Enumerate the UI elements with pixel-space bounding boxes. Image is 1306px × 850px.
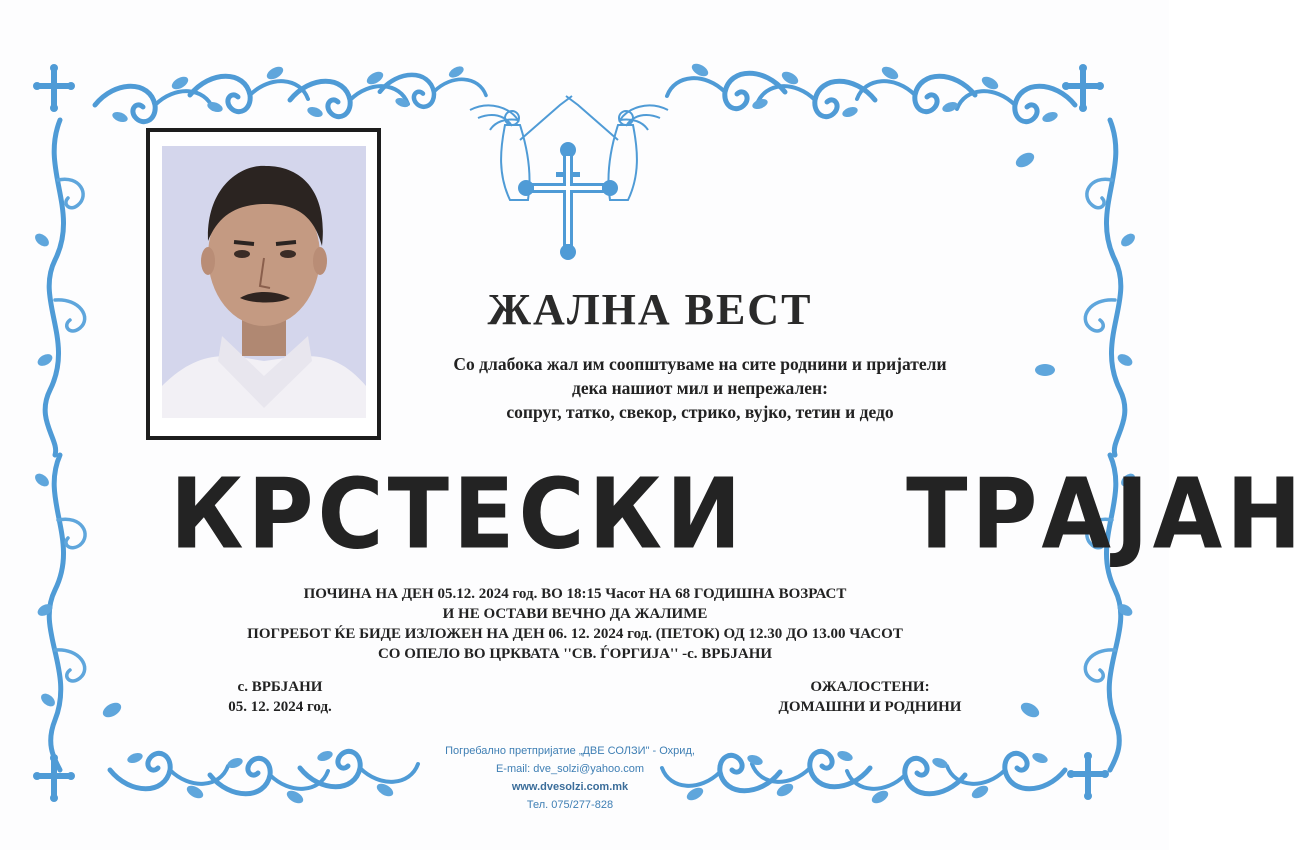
announcement-line: ПОЧИНА НА ДЕН 05.12. 2024 год. ВО 18:15 Часот НА 68 ГОДИШНА ВОЗРАСТ <box>303 586 847 602</box>
portrait-frame <box>146 128 381 440</box>
cross-icon <box>1067 752 1109 800</box>
announcement-line: СО ОПЕЛО ВО ЦРКВАТА ''СВ. ЃОРГИЈА'' -с. ВРБЈАНИ <box>377 646 773 662</box>
deceased-given-name: ТРАЈАН <box>906 458 1306 572</box>
announcement-line: ПОГРЕБОТ ЌЕ БИДЕ ИЗЛОЖЕН НА ДЕН 06. 12. 2024 год. (ПЕТОК) ОД 12.30 ДО 13.00 ЧАСОТ <box>247 626 903 642</box>
obituary-heading: ЖАЛНА ВЕСТ <box>487 285 813 334</box>
mourners-label: ОЖАЛОСТЕНИ: <box>810 679 930 695</box>
company-phone: Тел. 075/277-828 <box>526 799 614 811</box>
announcement-line: И НЕ ОСТАВИ ВЕЧНО ДА ЖАЛИМЕ <box>442 606 708 622</box>
intro-line: Со длабока жал им соопштуваме на сите роднини и пријатели <box>453 354 947 374</box>
company-name: Погребално претпријатие „ДВЕ СОЛЗИ" - Охрид, <box>445 745 695 757</box>
company-website: www.dvesolzi.com.mk <box>511 781 629 793</box>
deceased-surname: КРСТЕСКИ <box>170 458 746 572</box>
intro-line: дека нашиот мил и непрежален: <box>572 378 828 398</box>
notice-date: 05. 12. 2024 год. <box>228 699 332 715</box>
deceased-name <box>170 458 1306 572</box>
place-and-date <box>180 677 380 717</box>
intro-line: сопруг, татко, свекор, стрико, вујко, тетин и дедо <box>506 402 894 422</box>
company-email: E-mail: dve_solzi@yahoo.com <box>495 763 645 775</box>
village: с. ВРБЈАНИ <box>237 679 323 695</box>
portrait-photo <box>162 146 366 418</box>
cross-icon <box>1062 64 1104 112</box>
intro-text <box>380 352 1020 424</box>
mourners-names: ДОМАШНИ И РОДНИНИ <box>778 699 962 715</box>
funeral-home-footer <box>400 742 740 814</box>
mourners <box>740 677 1000 717</box>
angels-with-cross-icon <box>470 96 668 260</box>
cross-icon <box>33 64 75 112</box>
funeral-announcement <box>160 584 990 664</box>
